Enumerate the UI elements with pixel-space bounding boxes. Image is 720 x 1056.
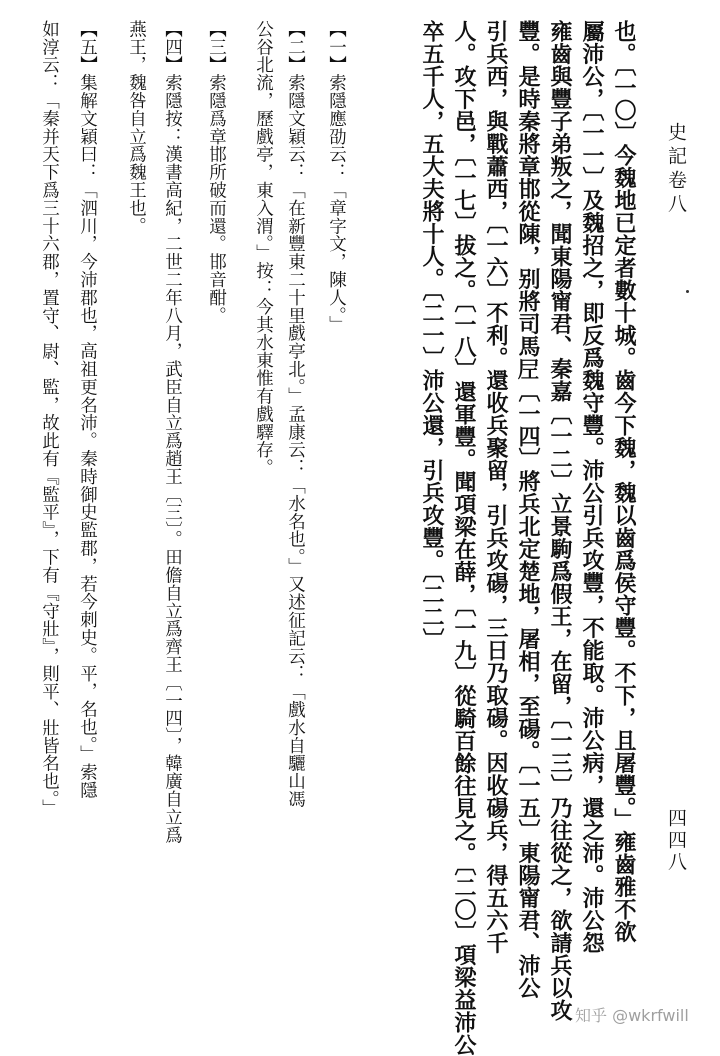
main-text-column: 豐。是時秦將章邯從陳，别將司馬𡰱〔一四〕將兵北定楚地，屠相，至碭。〔一五〕東陽甯君、沛公 [515, 20, 541, 999]
annotation-column: 如淳云：「秦并天下爲三十六郡，置守、尉、監，故此有『監平』，下有『守壯』，則平、壯皆名也。」 [39, 20, 60, 818]
annotation-column: 【四】索隱按：漢書高紀，二世二年八月，武臣自立爲趙王〔三〕。田儋自立爲齊王〔一四〕，韓廣自立爲 [162, 20, 183, 844]
main-text-column: 人。攻下邑，〔一七〕拔之。〔一八〕還軍豐。聞項梁在薛，〔一九〕從騎百餘往見之。〔二〇〕項梁益沛公 [451, 20, 477, 1056]
main-text-column: 卒五千人，五大夫將十人。〔二一〕沛公還，引兵攻豐。〔二二〕 [419, 20, 445, 651]
main-text-column: 雍齒與豐子弟叛之，聞東陽甯君、秦嘉〔一二〕立景駒爲假王，在留，〔一三〕乃往從之，欲請兵以攻 [547, 20, 573, 1022]
page-mark [686, 290, 689, 293]
main-text-column: 引兵西，與戰蕭西，〔一六〕不利。還收兵聚留，引兵攻碭，三日乃取碭。因收碭兵，得五六千 [483, 20, 509, 954]
main-text-column: 屬沛公，〔一一〕及魏招之，即反爲魏守豐。沛公引兵攻豐，不能取。沛公病，還之沛。沛公怨 [579, 20, 605, 954]
annotation-column: 【五】集解文穎曰：「泗川，今沛郡也，高祖更名沛。秦時御史監郡，若今刺史。平，名也。」索隱 [77, 20, 98, 799]
running-header-page-number: 四四八 [665, 808, 687, 874]
annotation-column: 【二】索隱文穎云：「在新豐東二十里戲亭北。」孟康云：「水名也。」又述征記云：「戲水自驪山馮 [285, 20, 306, 808]
annotation-column: 【一】索隱應劭云：「章字文，陳人。」 [326, 20, 347, 334]
running-header-title: 史記卷八 [665, 122, 687, 218]
annotation-column: 公谷北流，歷戲亭，東入渭。」按：今其水東惟有戲驛存。 [253, 20, 274, 477]
annotation-column: 燕王，魏咎自立爲魏王也。 [126, 20, 147, 235]
watermark: 知乎 @wkrfwill [575, 1006, 689, 1025]
main-text-column: 也。〔一〇〕今魏地已定者數十城。齒今下魏，魏以齒爲侯守豐。不下，且屠豐。」雍齒雅不欲 [611, 20, 637, 943]
annotation-column: 【三】索隱爲章邯所破而還。邯音酣。 [206, 20, 227, 325]
